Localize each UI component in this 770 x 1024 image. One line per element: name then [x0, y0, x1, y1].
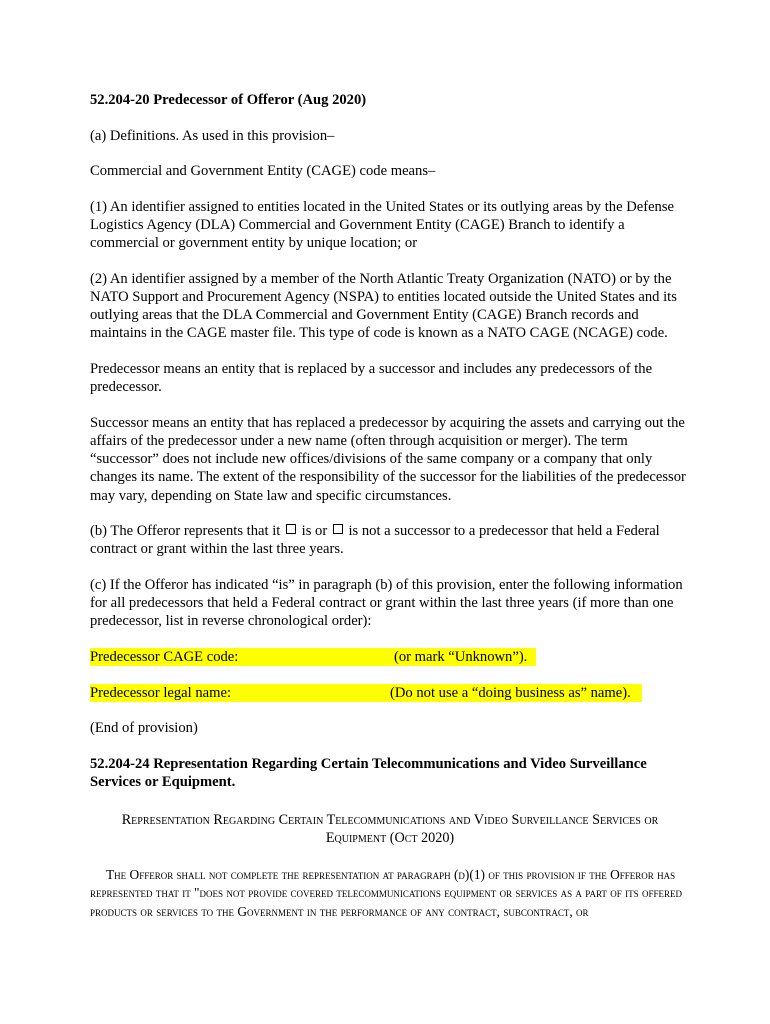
is-not-successor-checkbox[interactable] [333, 524, 343, 534]
paragraph-b-tail: is not a successor to a predecessor that held a Federal contract or grant within the last three years. [90, 523, 660, 558]
provision-2-heading: 52.204-24 Representation Regarding Certain Telecommunications and Video Surveillance Services or Equipment. [90, 755, 647, 790]
paragraph-b [90, 522, 690, 558]
predecessor-cage-code-field[interactable]: Predecessor CAGE code: [90, 648, 392, 666]
predecessor-cage-code-row [90, 648, 690, 666]
predecessor-legal-name-row [90, 684, 690, 702]
is-successor-checkbox[interactable] [286, 524, 296, 534]
paragraph-c: (c) If the Offeror has indicated “is” in paragraph (b) of this provision, enter the following information for all predecessors that held a Federal contract or grant within the last three years (if more than one predecessor, list in reverse chronological order): [90, 576, 683, 630]
predecessor-legal-name-note: (Do not use a “doing business as” name). [388, 684, 642, 702]
provision-heading: 52.204-20 Predecessor of Offeror (Aug 2020) [90, 92, 367, 108]
predecessor-cage-code-note: (or mark “Unknown”). [392, 648, 536, 666]
provision-2-body: The Offeror shall not complete the representation at paragraph (d)(1) of this provision if the Offeror has represented that it "does not provide covered telecommunications equipment or services as a part of its offered products or services to the Government in the performance of any contract, subcontract, or [90, 867, 682, 919]
document-page [90, 91, 690, 921]
paragraph-b-is: is or [301, 523, 328, 540]
cage-definition-intro: Commercial and Government Entity (CAGE) code means– [90, 163, 436, 180]
predecessor-legal-name-field[interactable]: Predecessor legal name: [90, 684, 388, 702]
cage-definition-2: (2) An identifier assigned by a member of the North Atlantic Treaty Organization (NATO) or by the NATO Support and Procurement Agency (NSPA) to entities located outside the United States and its outlying areas that the DLA Commercial and Government Entity (CAGE) Branch records and maintains in the CAGE master file. This type of code is known as a NATO CAGE (NCAGE) code. [90, 270, 677, 342]
paragraph-b-lead: (b) The Offeror represents that it [90, 523, 281, 540]
definitions-intro: (a) Definitions. As used in this provision– [90, 127, 335, 144]
predecessor-definition: Predecessor means an entity that is replaced by a successor and includes any predecessors of the predecessor. [90, 360, 653, 396]
cage-definition-1: (1) An identifier assigned to entities located in the United States or its outlying areas by the Defense Logistics Agency (DLA) Commercial and Government Entity (CAGE) Branch to identify a commercial or government entity by unique location; or [90, 198, 675, 252]
end-of-provision: (End of provision) [90, 720, 198, 737]
successor-definition: Successor means an entity that has replaced a predecessor by acquiring the assets and carrying out the affairs of the predecessor under a new name (often through acquisition or merger). The term “successor” does not include new offices/divisions of the same company or a company that only changes its name. The extent of the responsibility of the successor for the liabilities of the predecessor may vary, depending on State law and specific circumstances. [90, 414, 686, 504]
provision-2-title: Representation Regarding Certain Telecommunications and Video Surveillance Services or Equipment (Oct 2020) [121, 812, 659, 847]
